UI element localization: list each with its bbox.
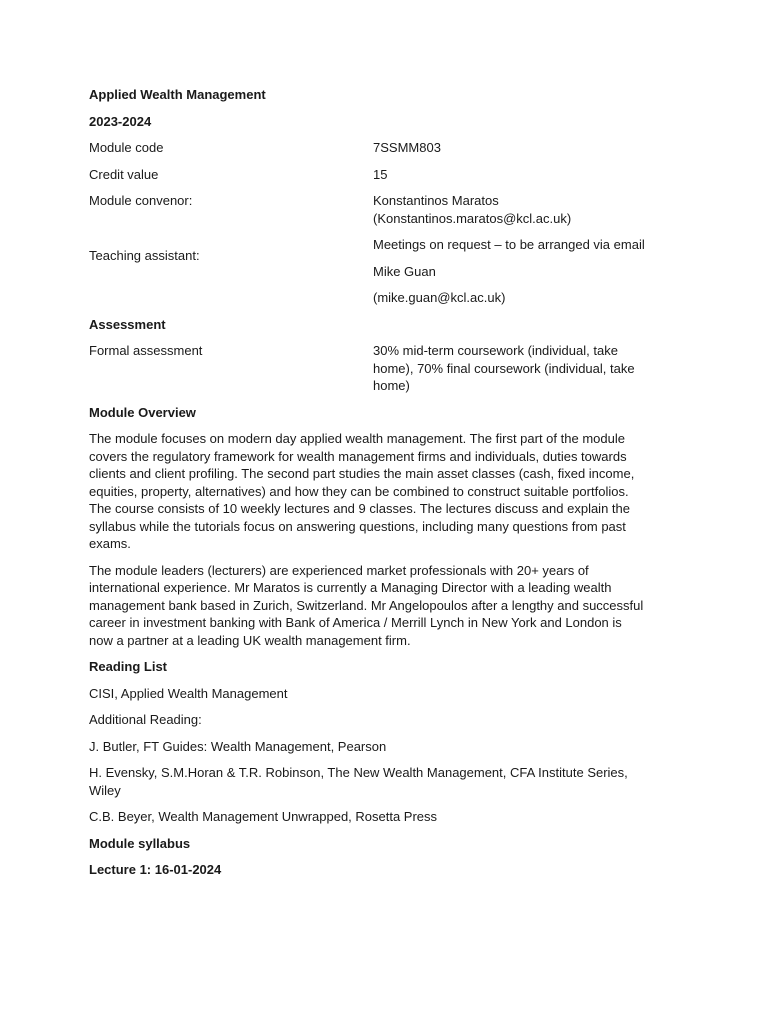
module-code-value: 7SSMM803 [373,140,441,155]
convenor-email: (Konstantinos.maratos@kcl.ac.uk) [373,210,572,226]
overview-heading: Module Overview [89,404,196,420]
overview-paragraph-1: The module focuses on modern day applied wealth management. The first part of the module covers the regulatory framework for wealth management firms and individuals, duties towards clients and client profiling. The second part studies the main asset classes (cash, fixed income, equities, property, alternatives) and how they can be combined to construct suitable portfolios. The course consists of 10 weekly lectures and 9 classes. The lectures discuss and explain the syllabus while the tutorials focus on answering questions, including many questions from past exams. [89,431,635,551]
document-page [89,86,645,888]
reading-list-heading: Reading List [89,659,168,674]
convenor-name: Konstantinos Maratos [373,193,499,208]
overview-paragraph-2: The module leaders (lecturers) are experienced market professionals with 20+ years of international experience. Mr Maratos is currently a Managing Director with a leading wealth management bank based in Zurich, Switzerland. Mr Angelopoulos after a lengthy and successful career in investment banking with Bank of America / Merrill Lynch in New York and London is now a partner at a leading UK wealth management firm. [89,562,644,648]
syllabus-heading: Module syllabus [89,835,191,851]
document-title: Applied Wealth Management [89,87,266,102]
additional-reading-label: Additional Reading: [89,712,202,727]
module-code-label: Module code [89,140,164,155]
teaching-assistant-label: Teaching assistant: [89,247,200,263]
reading-item: C.B. Beyer, Wealth Management Unwrapped, Rosetta Press [89,809,438,824]
teaching-assistant-name: Mike Guan [373,263,436,279]
core-reading: CISI, Applied Wealth Management [89,685,288,701]
reading-item: J. Butler, FT Guides: Wealth Management, Pearson [89,738,387,754]
assessment-heading: Assessment [89,316,166,332]
convenor-label: Module convenor: [89,193,193,208]
academic-year: 2023-2024 [89,113,152,129]
convenor-contact [373,192,645,227]
credit-value-label: Credit value [89,166,159,182]
teaching-assistant-row [89,247,645,307]
reading-item: H. Evensky, S.M.Horan & T.R. Robinson, The New Wealth Management, CFA Institute Series, Wiley [89,765,628,798]
module-code-row [89,139,645,157]
credit-value-row [89,166,645,184]
convenor-row [89,192,645,254]
assessment-row [89,342,645,395]
assessment-label: Formal assessment [89,343,203,358]
lecture-1-heading: Lecture 1: 16-01-2024 [89,862,222,877]
teaching-assistant-details [373,263,645,307]
convenor-details [373,192,645,254]
convenor-meetings: Meetings on request – to be arranged via email [373,237,645,252]
assessment-value: 30% mid-term coursework (individual, take home), 70% final coursework (individual, take home) [373,343,635,393]
teaching-assistant-email: (mike.guan@kcl.ac.uk) [373,290,506,305]
credit-value-value: 15 [373,166,388,182]
